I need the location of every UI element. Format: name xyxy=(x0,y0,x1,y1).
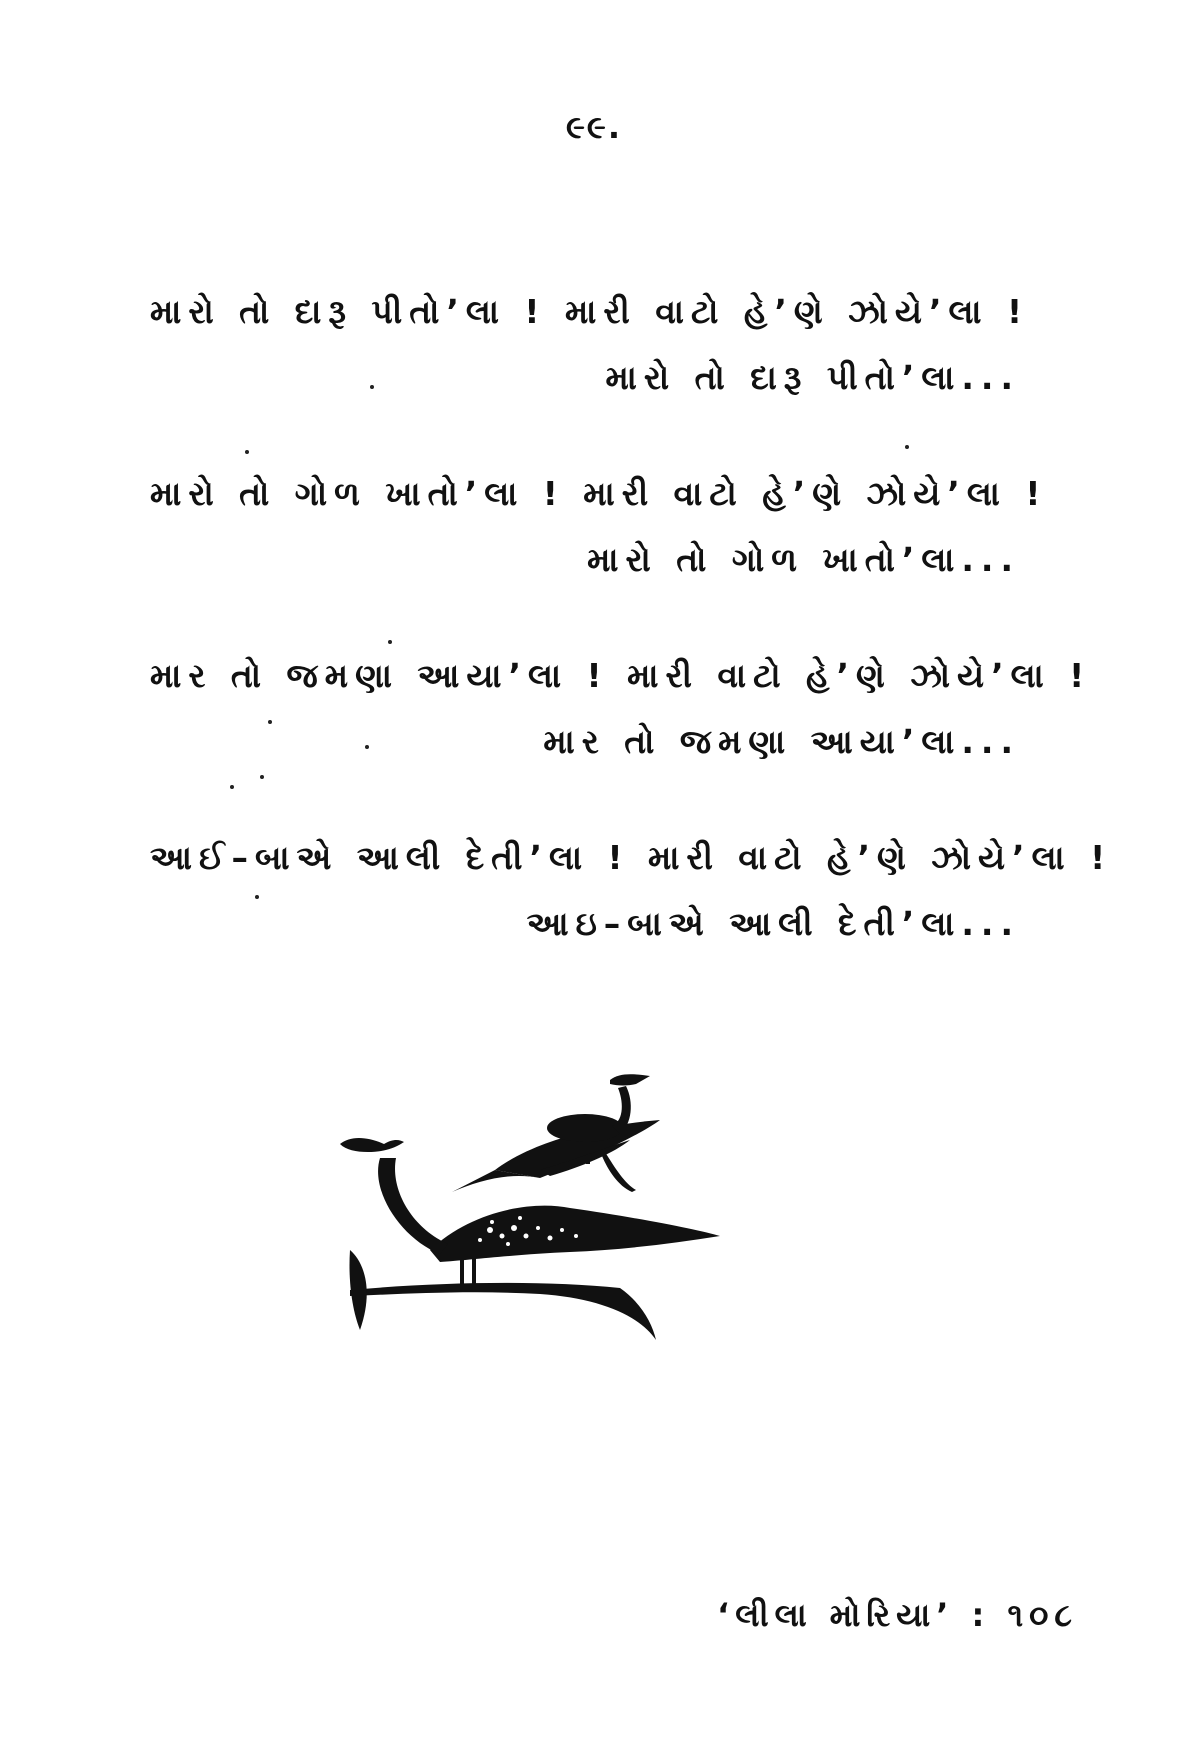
stanza-line: મારો તો દારૂ પીતો’લા ! મારી વાટો હે’ણે ઝોયે’લા ! xyxy=(150,292,1030,331)
stanza-refrain: માર તો જમણા આયા’લા... xyxy=(543,722,1020,761)
scan-speck xyxy=(905,445,909,449)
stanza-1 xyxy=(150,292,1030,398)
upper-peacock-head xyxy=(610,1074,650,1085)
scan-speck xyxy=(388,640,392,644)
poem-number: ૯૯. xyxy=(565,108,623,146)
poem-body xyxy=(150,292,1113,1020)
peacock-illustration xyxy=(340,1040,820,1420)
lower-peacock-head xyxy=(340,1138,404,1152)
stanza-3 xyxy=(150,656,1092,762)
scan-speck xyxy=(245,450,249,454)
scan-speck xyxy=(230,785,234,789)
stanza-2 xyxy=(150,474,1048,580)
lower-peacock-body xyxy=(430,1206,720,1262)
stanza-refrain: મારો તો ગોળ ખાતો’લા... xyxy=(587,540,1020,579)
scan-speck xyxy=(268,720,272,724)
scan-speck xyxy=(255,895,259,899)
scan-speck xyxy=(370,385,374,389)
scan-speck xyxy=(260,775,264,779)
stanza-line: આઈ–બાએ આલી દેતી’લા ! મારી વાટો હે’ણે ઝોયે’લા ! xyxy=(150,838,1113,877)
page-footer: ‘લીલા મોરિયા’ : ૧૦૮ xyxy=(717,1596,1078,1634)
upper-peacock-body xyxy=(547,1114,623,1142)
stanza-refrain: મારો તો દારૂ પીતો’લા... xyxy=(605,358,1020,397)
stanza-refrain: આઇ–બાએ આલી દેતી’લા... xyxy=(526,904,1020,943)
lower-peacock-neck xyxy=(378,1158,448,1254)
lower-branch xyxy=(350,1283,656,1340)
stanza-line: મારો તો ગોળ ખાતો’લા ! મારી વાટો હે’ણે ઝોયે’લા ! xyxy=(150,474,1048,513)
scan-speck xyxy=(365,745,369,749)
stanza-line: માર તો જમણા આયા’લા ! મારી વાટો હે’ણે ઝોયે’લા ! xyxy=(150,656,1092,695)
stanza-4 xyxy=(150,838,1113,944)
leaf xyxy=(349,1250,366,1330)
